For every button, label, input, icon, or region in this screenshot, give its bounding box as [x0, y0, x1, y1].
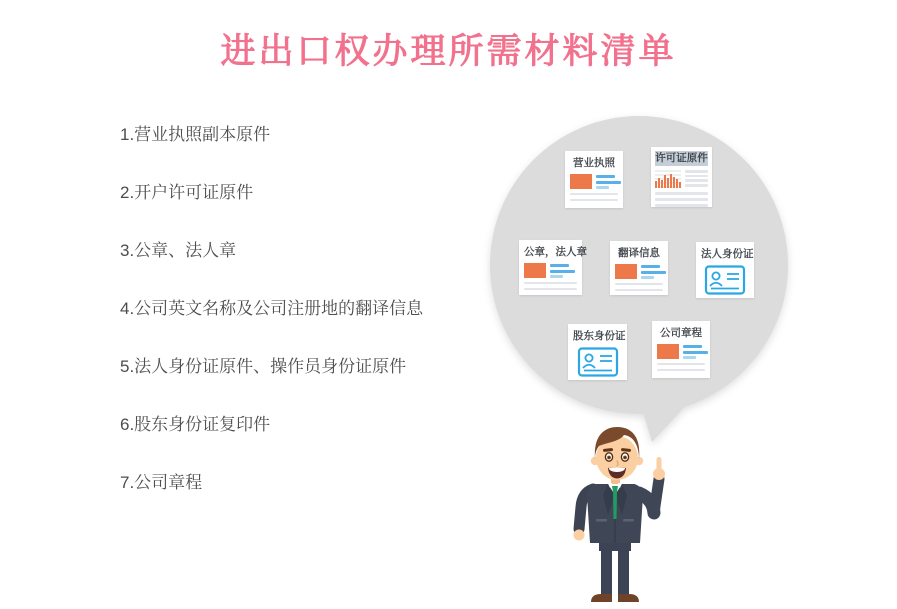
checklist-item: 1.营业执照副本原件: [120, 125, 271, 144]
card-label: 翻译信息: [618, 247, 660, 259]
material-card-legal-person-id: [696, 242, 754, 298]
orange-block: [570, 174, 592, 189]
text-line: [570, 193, 618, 196]
material-card-translation-info: [610, 241, 668, 295]
checklist-item: 2.开户许可证原件: [120, 183, 254, 202]
text-line: [524, 288, 577, 291]
id-card-icon: [704, 265, 746, 295]
text-line: [550, 275, 563, 278]
material-card-business-license: [565, 151, 623, 208]
text-line: [641, 271, 666, 274]
text-line: [655, 192, 708, 195]
text-line: [524, 282, 577, 285]
text-line: [550, 264, 569, 267]
text-line: [655, 204, 708, 207]
card-label: 公司章程: [660, 327, 702, 339]
text-line: [683, 345, 702, 348]
card-label: 公章，法人章: [524, 246, 587, 258]
material-card-company-seals: [519, 240, 587, 295]
orange-block: [524, 263, 546, 278]
material-card-permit-original: [651, 147, 712, 207]
bar-chart-icon: [655, 170, 708, 189]
text-line: [596, 181, 621, 184]
text-line: [570, 199, 618, 202]
text-line: [641, 265, 660, 268]
text-line: [596, 186, 609, 189]
text-line: [657, 369, 705, 372]
text-line: [685, 179, 708, 182]
text-line: [657, 363, 705, 366]
checklist-item: 3.公章、法人章: [120, 241, 237, 260]
text-line: [550, 270, 575, 273]
card-label: 股东身份证: [573, 330, 626, 342]
checklist-item: 7.公司章程: [120, 473, 203, 492]
text-line: [683, 356, 696, 359]
materials-checklist: [120, 120, 423, 526]
page-title: 进出口权办理所需材料清单: [220, 32, 677, 71]
text-line: [685, 170, 708, 173]
document-icon: [570, 174, 618, 189]
checklist-item: 6.股东身份证复印件: [120, 415, 271, 434]
text-line: [655, 198, 708, 201]
document-icon: [657, 344, 705, 359]
card-label: 法人身份证: [701, 248, 754, 260]
material-card-articles-of-association: [652, 321, 710, 378]
text-line: [685, 184, 708, 187]
businessman-illustration: [565, 421, 680, 609]
id-card-icon: [577, 347, 619, 377]
orange-block: [657, 344, 679, 359]
orange-block: [615, 264, 637, 279]
checklist-item: 4.公司英文名称及公司注册地的翻译信息: [120, 299, 424, 318]
card-label: 许可证原件: [655, 152, 708, 164]
text-line: [596, 175, 615, 178]
document-icon: [524, 263, 577, 278]
text-line: [641, 276, 654, 279]
text-line: [683, 351, 708, 354]
text-line: [615, 283, 663, 286]
text-line: [615, 289, 663, 292]
material-card-shareholder-id: [568, 324, 627, 380]
card-label: 营业执照: [573, 157, 615, 169]
text-line: [685, 175, 708, 178]
checklist-item: 5.法人身份证原件、操作员身份证原件: [120, 357, 407, 376]
document-icon: [615, 264, 663, 279]
